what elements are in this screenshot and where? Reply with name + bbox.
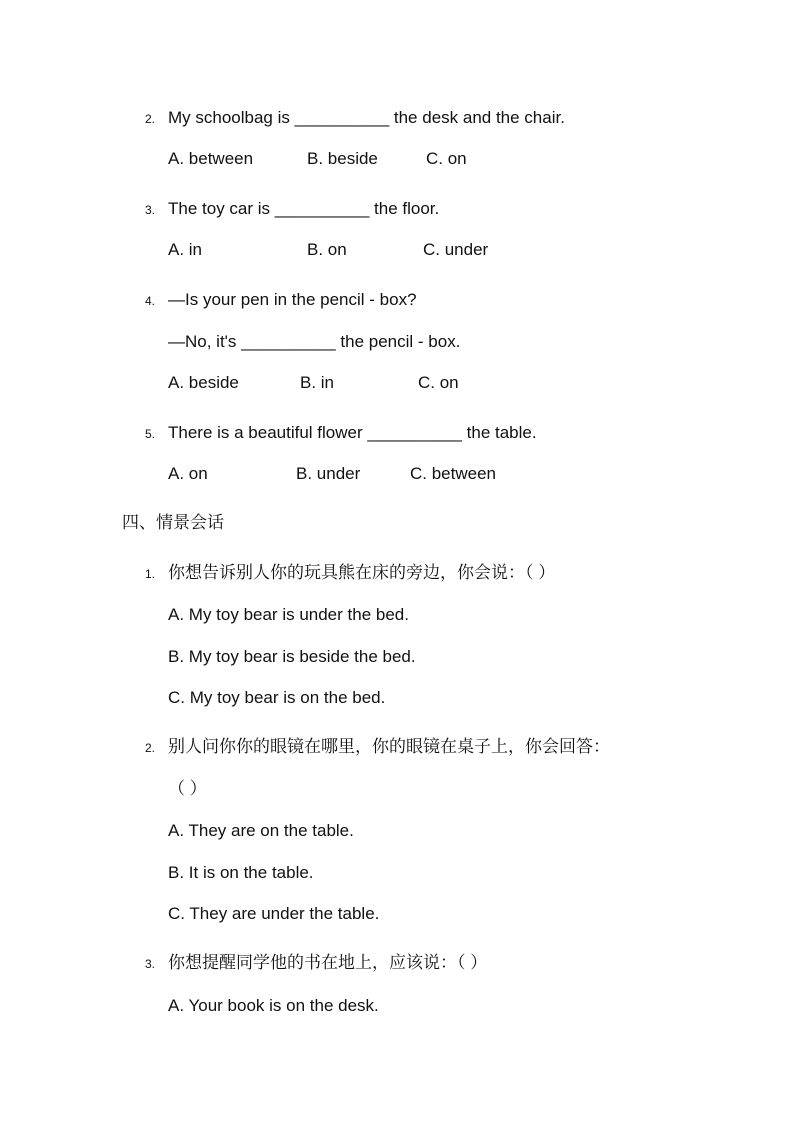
option-b: B. on — [307, 240, 347, 259]
question-prompt: 你想提醒同学他的书在地上，应该说：（ ） — [168, 953, 488, 972]
question-number: 1. — [145, 567, 156, 581]
option-a: A. in — [168, 240, 203, 259]
option-b: B. in — [300, 373, 335, 392]
option-b: B. My toy bear is beside the bed. — [168, 647, 416, 666]
option-a: A. My toy bear is under the bed. — [168, 605, 409, 624]
option-b: B. under — [296, 464, 361, 483]
question-number: 3. — [145, 957, 156, 971]
question-number: 5. — [145, 427, 156, 441]
question-number: 2. — [145, 741, 156, 755]
question-prompt: 你想告诉别人你的玩具熊在床的旁边，你会说：（ ） — [168, 563, 556, 582]
question-stem: The toy car is __________ the floor. — [168, 199, 440, 218]
option-a: A. on — [168, 464, 208, 483]
option-c: C. on — [418, 373, 459, 392]
option-a: A. Your book is on the desk. — [168, 996, 379, 1015]
option-c: C. under — [423, 240, 489, 259]
option-b: B. It is on the table. — [168, 863, 314, 882]
option-c: C. They are under the table. — [168, 904, 380, 923]
question-prompt: 别人问你你的眼镜在哪里，你的眼镜在桌子上，你会回答： — [168, 737, 610, 756]
section-heading: 四、情景会话 — [122, 513, 224, 532]
option-b: B. beside — [307, 149, 378, 168]
option-c: C. My toy bear is on the bed. — [168, 688, 386, 707]
answer-bracket: （ ） — [168, 779, 207, 798]
question-stem-second-line: —No, it's __________ the pencil - box. — [168, 332, 461, 351]
question-stem: —Is your pen in the pencil - box? — [168, 290, 417, 309]
question-number: 4. — [145, 294, 156, 308]
option-a: A. between — [168, 149, 254, 168]
option-a: A. They are on the table. — [168, 821, 354, 840]
question-number: 2. — [145, 112, 156, 126]
question-number: 3. — [145, 203, 156, 217]
option-c: C. between — [410, 464, 496, 483]
option-a: A. beside — [168, 373, 239, 392]
question-stem: My schoolbag is __________ the desk and the chair. — [168, 108, 565, 127]
option-c: C. on — [426, 149, 467, 168]
question-stem: There is a beautiful flower __________ the table. — [168, 423, 537, 442]
